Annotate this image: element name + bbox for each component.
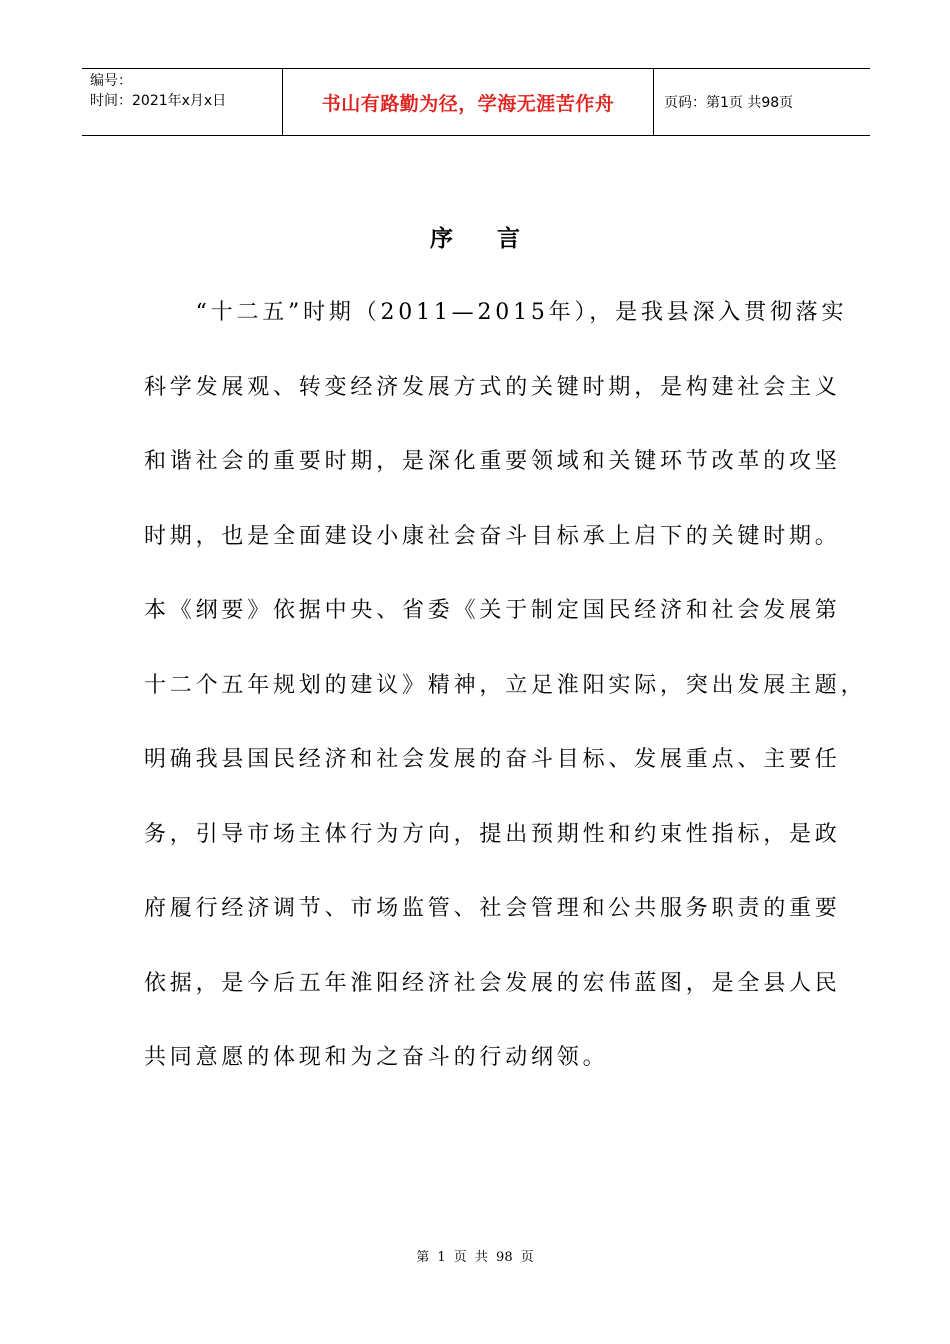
body-line: 和谐社会的重要时期，是深化重要领域和关键环节改革的攻坚: [144, 449, 841, 474]
body-line: 时期，也是全面建设小康社会奋斗目标承上启下的关键时期。: [144, 523, 841, 549]
header-page-info: [654, 69, 870, 135]
body-line: 依据，是今后五年淮阳经济社会发展的宏伟蓝图，是全县人民: [144, 970, 841, 996]
header-meta: [82, 69, 282, 135]
page-info-text: 页码：第1页 共98页: [664, 95, 794, 111]
document-body: [144, 294, 867, 1114]
header-motto-cell: [282, 69, 654, 135]
body-line: 务，引导市场主体行为方向，提出预期性和约束性指标，是政: [144, 821, 841, 847]
page-header: [82, 68, 870, 136]
document-date: 时间：2021年x月x日: [90, 93, 227, 109]
body-line: 府履行经济调节、市场监管、社会管理和公共服务职责的重要: [144, 896, 841, 921]
body-line: 共同意愿的体现和为之奋斗的行动纲领。: [144, 1045, 609, 1070]
motto-text: 书山有路勤为径，学海无涯苦作舟: [321, 92, 615, 115]
body-line: “十二五”时期（2011—2015年），是我县深入贯彻落实: [144, 300, 848, 325]
page-footer: 第 1 页 共 98 页: [416, 1250, 534, 1265]
document-number-label: 编号：: [90, 73, 132, 89]
body-line: 明确我县国民经济和社会发展的奋斗目标、发展重点、主要任: [144, 747, 841, 772]
document-title: 序言: [430, 226, 564, 252]
body-line: 科学发展观、转变经济发展方式的关键时期，是构建社会主义: [144, 374, 841, 400]
body-line: 本《纲要》依据中央、省委《关于制定国民经济和社会发展第: [144, 598, 841, 623]
body-line: 十二个五年规划的建议》精神，立足淮阳实际，突出发展主题，: [144, 672, 867, 698]
